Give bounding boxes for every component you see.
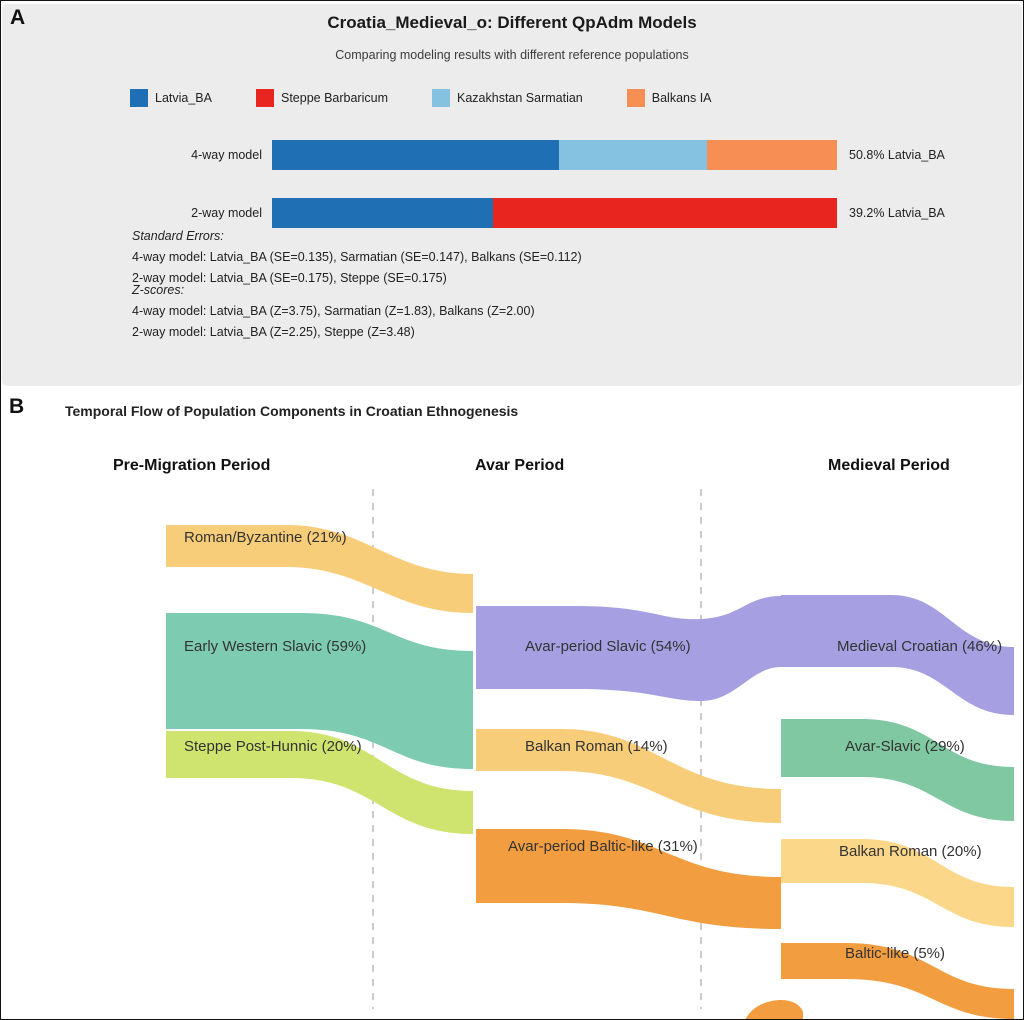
column-header-pre-migration: Pre-Migration Period — [113, 457, 271, 474]
flow-label-steppe-post-hunnic: Steppe Post-Hunnic (20%) — [184, 738, 362, 755]
z-2way-line: 2-way model: Latvia_BA (Z=2.25), Steppe (Z=3.48) — [132, 325, 415, 339]
bar-label-4way: 4-way model — [191, 148, 262, 162]
panel-a-title: Croatia_Medieval_o: Different QpAdm Models — [327, 13, 697, 32]
flow-label-balkan-roman-medieval: Balkan Roman (20%) — [839, 843, 982, 860]
sankey-diagram — [1, 1, 1024, 1020]
flow-label-balkan-roman-avar: Balkan Roman (14%) — [525, 738, 668, 755]
bar-annotation-2way: 39.2% Latvia_BA — [849, 206, 945, 220]
se-2way-line: 2-way model: Latvia_BA (SE=0.175), Steppe (SE=0.175) — [132, 271, 447, 285]
flow-label-medieval-croatian: Medieval Croatian (46%) — [837, 638, 1003, 655]
sankey-ribbon-baltic-like-tail — [745, 1000, 803, 1020]
bar-annotation-4way: 50.8% Latvia_BA — [849, 148, 945, 162]
legend-label-balkans-ia: Balkans IA — [651, 91, 712, 105]
z-heading: Z-scores: — [132, 283, 185, 297]
flow-label-avar-period-slavic: Avar-period Slavic (54%) — [525, 638, 691, 655]
legend-label-kazakhstan-sarmatian: Kazakhstan Sarmatian — [457, 91, 583, 105]
flow-label-early-western-slavic: Early Western Slavic (59%) — [184, 638, 367, 655]
flow-label-roman-byzantine: Roman/Byzantine (21%) — [184, 529, 347, 546]
panel-a-subtitle: Comparing modeling results with different reference populations — [335, 48, 689, 62]
column-header-medieval: Medieval Period — [828, 457, 950, 474]
z-4way-line: 4-way model: Latvia_BA (Z=3.75), Sarmatian (Z=1.83), Balkans (Z=2.00) — [132, 304, 535, 318]
panel-b-title: Temporal Flow of Population Components in Croatian Ethnogenesis — [65, 403, 519, 419]
panel-a-letter: A — [10, 6, 26, 29]
flow-label-avar-slavic: Avar-Slavic (29%) — [845, 738, 965, 755]
panel-b-letter: B — [9, 395, 25, 418]
flow-label-baltic-like: Baltic-like (5%) — [845, 945, 946, 962]
sankey-ribbon-avar-slavic — [781, 719, 1014, 821]
legend-label-latvia-ba: Latvia_BA — [155, 91, 212, 105]
bar-label-2way: 2-way model — [191, 206, 262, 220]
column-header-avar: Avar Period — [475, 457, 565, 474]
se-4way-line: 4-way model: Latvia_BA (SE=0.135), Sarmatian (SE=0.147), Balkans (SE=0.112) — [132, 250, 582, 264]
se-heading: Standard Errors: — [132, 229, 224, 243]
legend-label-steppe-barbaricum: Steppe Barbaricum — [280, 91, 388, 105]
flow-label-avar-period-baltic-like: Avar-period Baltic-like (31%) — [508, 838, 698, 855]
